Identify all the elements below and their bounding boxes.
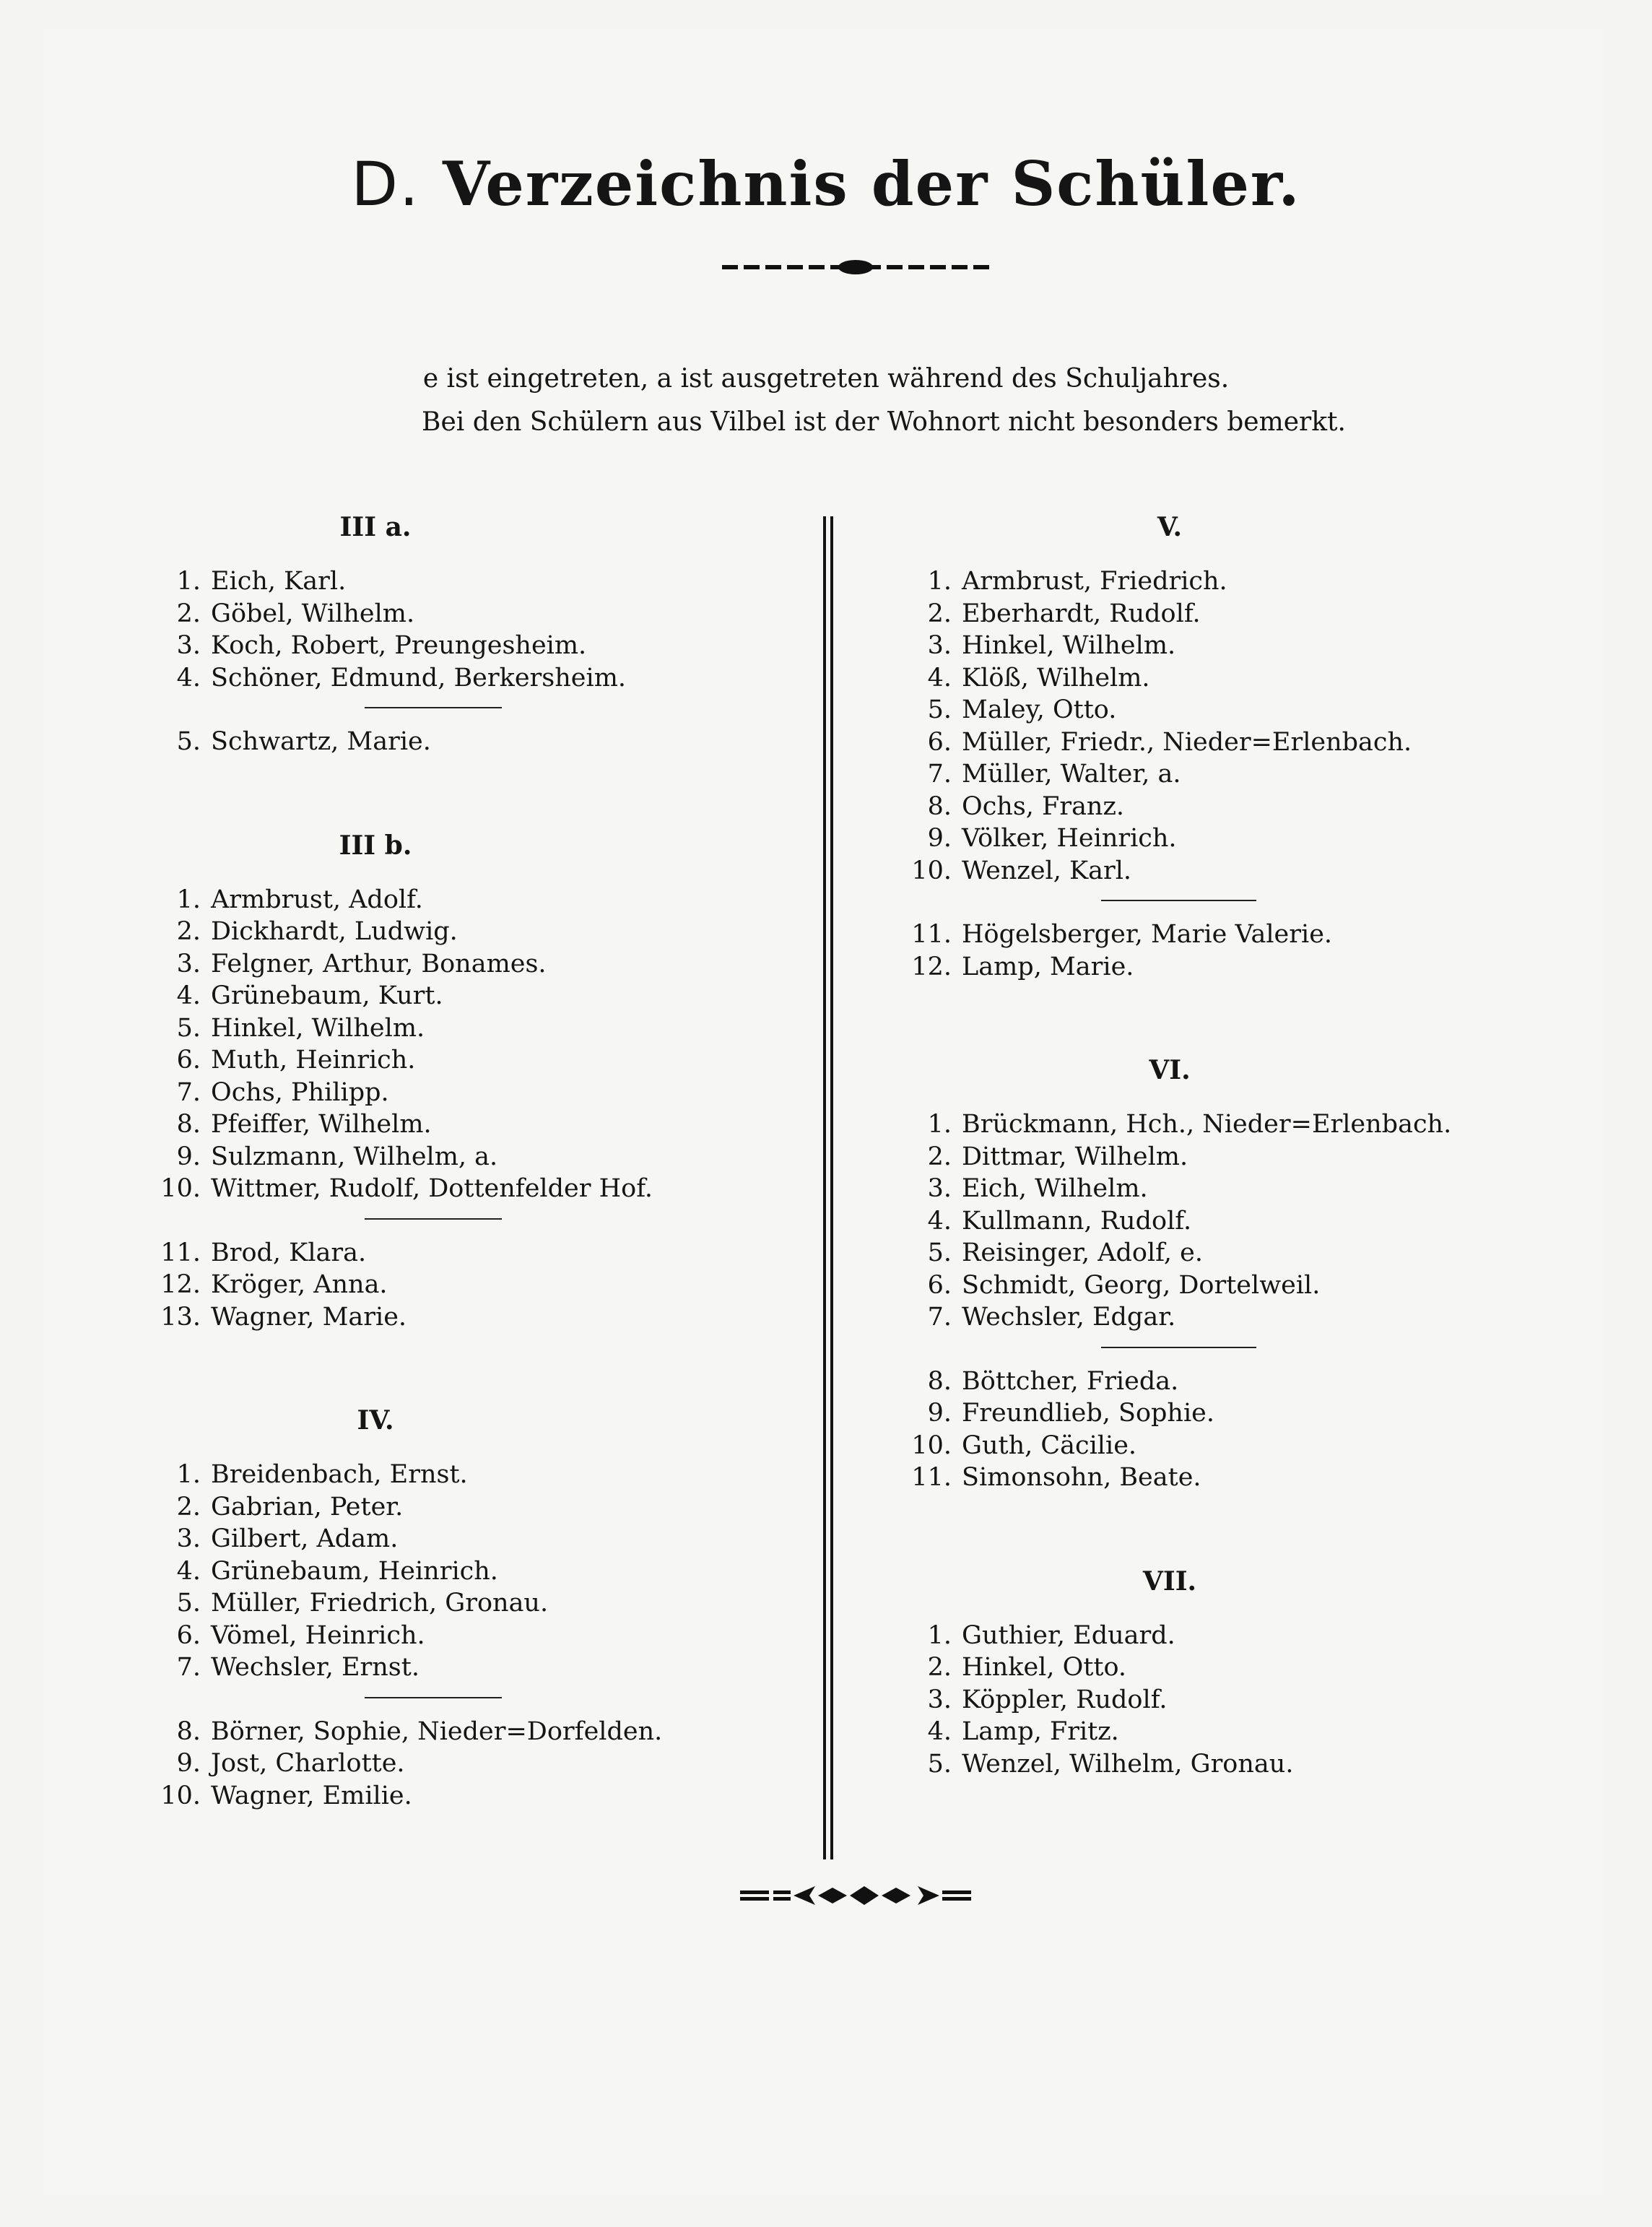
section-gap (144, 758, 809, 828)
student-name: Schwartz, Marie. (211, 727, 431, 756)
entry-number: 5. (927, 695, 952, 724)
student-name: Müller, Friedr., Nieder=Erlenbach. (962, 727, 1412, 757)
entry-number: 6. (176, 1620, 201, 1650)
group-separator (1101, 900, 1256, 901)
entry-number: 4. (927, 1206, 952, 1236)
entry-number: 1. (176, 567, 201, 596)
student-name: Wenzel, Wilhelm, Gronau. (962, 1749, 1294, 1779)
student-name: Dickhardt, Ludwig. (211, 917, 458, 946)
student-entry (895, 1173, 1545, 1205)
student-entry (895, 1397, 1545, 1430)
student-name: Schmidt, Georg, Dortelweil. (962, 1270, 1321, 1300)
entry-number: 11. (160, 1238, 201, 1267)
entry-number: 8. (927, 1366, 952, 1396)
student-entry (144, 1077, 809, 1109)
student-entry (895, 1366, 1545, 1398)
student-entry (144, 1555, 809, 1588)
student-entry (144, 884, 809, 916)
student-name: Gilbert, Adam. (211, 1524, 399, 1553)
entry-number: 10. (160, 1781, 201, 1810)
entry-number: 3. (176, 949, 201, 978)
entry-number: 11. (911, 1463, 952, 1492)
left-column (144, 509, 809, 1812)
student-entry (895, 1269, 1545, 1302)
entry-number: 9. (176, 1749, 201, 1778)
entry-number: 4. (176, 663, 201, 693)
student-name: Lamp, Marie. (962, 952, 1134, 981)
student-name: Hinkel, Otto. (962, 1653, 1127, 1682)
entry-number: 7. (176, 1077, 201, 1107)
student-name: Müller, Walter, a. (962, 760, 1181, 789)
student-name: Göbel, Wilhelm. (211, 599, 415, 628)
entry-number: 7. (176, 1653, 201, 1682)
student-entry (144, 1237, 809, 1269)
entry-number: 5. (176, 1013, 201, 1043)
title-text: Verzeichnis der Schüler. (442, 148, 1301, 220)
student-name: Klöß, Wilhelm. (962, 663, 1150, 693)
class-heading: VII. (1142, 1566, 1197, 1597)
notes-block (0, 357, 1652, 444)
entry-number: 4. (927, 1717, 952, 1746)
student-entry (144, 598, 809, 630)
student-name: Simonsohn, Beate. (962, 1463, 1201, 1492)
student-name: Armbrust, Adolf. (211, 885, 423, 914)
student-entry (144, 1523, 809, 1555)
entry-number: 9. (927, 824, 952, 853)
entry-number: 3. (927, 1174, 952, 1203)
entry-number: 3. (927, 631, 952, 660)
student-entry (144, 565, 809, 598)
student-entry (895, 1430, 1545, 1462)
entry-number: 1. (927, 567, 952, 596)
student-name: Böttcher, Frieda. (962, 1366, 1179, 1396)
entry-number: 4. (927, 663, 952, 693)
entry-number: 2. (927, 1142, 952, 1171)
entry-number: 10. (911, 856, 952, 885)
student-entry (895, 919, 1545, 951)
class-section-iii-b (144, 828, 809, 1334)
student-entry (895, 791, 1545, 823)
note-line-2: Bei den Schülern aus Vilbel ist der Wohnort nicht besonders bemerkt. (422, 407, 1346, 437)
student-name: Hinkel, Wilhelm. (211, 1013, 425, 1043)
student-name: Koch, Robert, Preungesheim. (211, 631, 587, 660)
student-name: Guth, Cäcilie. (962, 1431, 1137, 1460)
student-entry (895, 1205, 1545, 1238)
student-entry (895, 822, 1545, 855)
entry-number: 1. (176, 885, 201, 914)
student-entry (144, 1173, 809, 1205)
student-entry (895, 1748, 1545, 1781)
student-name: Wechsler, Ernst. (211, 1653, 419, 1682)
entry-number: 9. (927, 1399, 952, 1428)
student-name: Börner, Sophie, Nieder=Dorfelden. (211, 1716, 663, 1746)
student-name: Lamp, Fritz. (962, 1717, 1119, 1746)
section-gap (144, 1333, 809, 1402)
entry-number: 3. (176, 1524, 201, 1553)
student-name: Muth, Heinrich. (211, 1046, 416, 1075)
student-entry (144, 726, 809, 758)
student-entry (144, 980, 809, 1012)
student-entry (144, 1141, 809, 1173)
ornament-end-icon (740, 1883, 971, 1908)
student-name: Pfeiffer, Wilhelm. (211, 1110, 432, 1139)
class-section-vii (895, 1563, 1545, 1781)
student-name: Wenzel, Karl. (962, 856, 1132, 885)
student-name: Breidenbach, Ernst. (211, 1460, 468, 1489)
student-name: Ochs, Philipp. (211, 1077, 389, 1107)
student-name: Guthier, Eduard. (962, 1620, 1175, 1650)
student-entry (144, 1012, 809, 1045)
student-entry (895, 1141, 1545, 1173)
entry-number: 3. (176, 631, 201, 660)
student-name: Hinkel, Wilhelm. (962, 631, 1176, 660)
student-name: Jost, Charlotte. (211, 1749, 405, 1778)
note-line-1: e ist eingetreten, a ist ausgetreten während des Schuljahres. (422, 364, 1230, 394)
student-name: Maley, Otto. (962, 695, 1117, 724)
student-entry (895, 1620, 1545, 1652)
entry-number: 12. (911, 952, 952, 981)
class-heading: IV. (357, 1405, 394, 1436)
entry-number: 9. (176, 1142, 201, 1171)
student-name: Eberhardt, Rudolf. (962, 599, 1201, 628)
ornament-divider-icon (722, 259, 989, 276)
student-entry (895, 565, 1545, 598)
class-section-v (895, 509, 1545, 983)
section-gap (895, 983, 1545, 1052)
entry-number: 2. (927, 599, 952, 628)
student-name: Kullmann, Rudolf. (962, 1206, 1192, 1236)
entry-number: 4. (176, 981, 201, 1010)
student-entry (895, 855, 1545, 887)
student-name: Eich, Wilhelm. (962, 1174, 1148, 1203)
student-name: Dittmar, Wilhelm. (962, 1142, 1188, 1171)
class-section-iv (144, 1402, 809, 1812)
title-prefix: D. (351, 149, 420, 220)
student-name: Högelsberger, Marie Valerie. (962, 920, 1333, 949)
entry-number: 7. (927, 1303, 952, 1332)
class-heading: III a. (339, 512, 412, 542)
student-name: Köppler, Rudolf. (962, 1685, 1168, 1714)
student-name: Sulzmann, Wilhelm, a. (211, 1142, 498, 1171)
entry-number: 6. (927, 1270, 952, 1300)
section-gap (895, 1494, 1545, 1563)
student-name: Wittmer, Rudolf, Dottenfelder Hof. (211, 1174, 653, 1203)
student-name: Völker, Heinrich. (962, 824, 1177, 853)
entry-number: 1. (927, 1620, 952, 1650)
entry-number: 4. (176, 1556, 201, 1586)
student-entry (895, 630, 1545, 662)
entry-number: 3. (927, 1685, 952, 1714)
student-entry (144, 916, 809, 948)
entry-number: 8. (927, 791, 952, 821)
entry-number: 6. (927, 727, 952, 757)
student-name: Reisinger, Adolf, e. (962, 1238, 1203, 1267)
entry-number: 2. (176, 1492, 201, 1521)
column-divider (823, 516, 833, 1859)
entry-number: 5. (176, 1589, 201, 1618)
entry-number: 5. (927, 1238, 952, 1267)
group-separator (365, 707, 502, 708)
student-name: Wagner, Emilie. (211, 1781, 412, 1810)
entry-number: 8. (176, 1716, 201, 1746)
class-section-vi (895, 1052, 1545, 1494)
student-entry (895, 1651, 1545, 1684)
entry-number: 1. (176, 1460, 201, 1489)
student-entry (144, 1780, 809, 1813)
student-entry (144, 1651, 809, 1684)
student-name: Brückmann, Hch., Nieder=Erlenbach. (962, 1110, 1452, 1139)
entry-number: 5. (927, 1749, 952, 1779)
student-name: Kröger, Anna. (211, 1270, 388, 1299)
right-column (895, 509, 1545, 1780)
student-entry (895, 951, 1545, 984)
student-entry (144, 1620, 809, 1652)
student-entry (144, 948, 809, 981)
student-entry (895, 1108, 1545, 1141)
student-entry (895, 1237, 1545, 1269)
student-entry (144, 1587, 809, 1620)
class-heading: III b. (339, 830, 412, 861)
entry-number: 2. (927, 1653, 952, 1682)
entry-number: 10. (911, 1431, 952, 1460)
page-title (0, 148, 1652, 220)
student-name: Wechsler, Edgar. (962, 1303, 1176, 1332)
student-name: Grünebaum, Kurt. (211, 981, 443, 1010)
group-separator (365, 1218, 502, 1220)
student-entry (895, 1716, 1545, 1748)
student-entry (895, 1684, 1545, 1716)
student-entry (144, 630, 809, 662)
student-name: Grünebaum, Heinrich. (211, 1556, 498, 1586)
student-entry (144, 1108, 809, 1141)
student-entry (144, 1748, 809, 1780)
student-entry (895, 1462, 1545, 1494)
student-name: Vömel, Heinrich. (211, 1620, 425, 1650)
student-entry (144, 1269, 809, 1301)
student-name: Freundlieb, Sophie. (962, 1399, 1214, 1428)
student-name: Eich, Karl. (211, 567, 347, 596)
student-name: Felgner, Arthur, Bonames. (211, 949, 547, 978)
student-name: Armbrust, Friedrich. (962, 567, 1227, 596)
entry-number: 2. (176, 599, 201, 628)
student-entry (895, 726, 1545, 759)
student-entry (895, 1301, 1545, 1334)
entry-number: 2. (176, 917, 201, 946)
student-name: Brod, Klara. (211, 1238, 367, 1267)
group-separator (365, 1697, 502, 1698)
student-name: Schöner, Edmund, Berkersheim. (211, 663, 627, 693)
student-name: Gabrian, Peter. (211, 1492, 404, 1521)
student-entry (895, 662, 1545, 695)
entry-number: 13. (160, 1302, 201, 1332)
entry-number: 1. (927, 1110, 952, 1139)
entry-number: 6. (176, 1046, 201, 1075)
entry-number: 5. (176, 727, 201, 756)
student-entry (895, 598, 1545, 630)
student-name: Ochs, Franz. (962, 791, 1125, 821)
entry-number: 11. (911, 920, 952, 949)
student-entry (144, 1716, 809, 1748)
student-name: Müller, Friedrich, Gronau. (211, 1589, 549, 1618)
class-heading: V. (1157, 512, 1183, 542)
group-separator (1101, 1347, 1256, 1348)
entry-number: 12. (160, 1270, 201, 1299)
student-entry (144, 662, 809, 695)
entry-number: 7. (927, 760, 952, 789)
student-entry (144, 1491, 809, 1524)
student-name: Wagner, Marie. (211, 1302, 407, 1332)
student-entry (144, 1459, 809, 1491)
entry-number: 10. (160, 1174, 201, 1203)
student-entry (144, 1301, 809, 1334)
class-section-iii-a (144, 509, 809, 758)
student-entry (895, 694, 1545, 726)
class-heading: VI. (1149, 1055, 1191, 1085)
entry-number: 8. (176, 1110, 201, 1139)
student-entry (895, 758, 1545, 791)
student-entry (144, 1044, 809, 1077)
